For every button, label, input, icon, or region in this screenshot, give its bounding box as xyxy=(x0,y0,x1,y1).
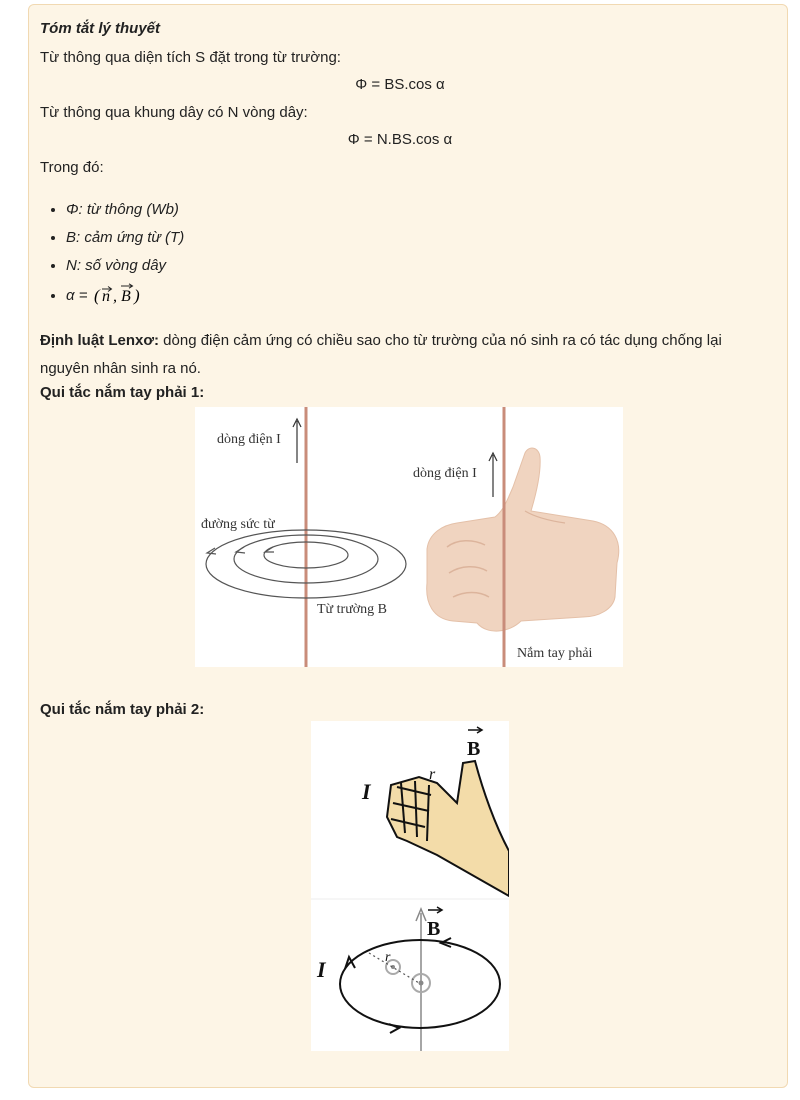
rule2-heading: Qui tắc nắm tay phải 2: xyxy=(40,701,205,718)
label-grip: Nắm tay phải xyxy=(517,646,593,661)
where-text: Trong đó: xyxy=(40,159,104,176)
svg-text:): ) xyxy=(133,286,140,305)
label-current-right: dòng điện I xyxy=(413,466,477,481)
lenz-text: dòng điện cảm ứng có chiều sao cho từ trường của nó sinh ra có tác dụng chống lại nguyên nhân sinh ra nó. xyxy=(40,332,722,377)
lenz-law xyxy=(40,327,760,383)
rule2-figure xyxy=(311,721,509,1051)
label-b-top: B xyxy=(467,738,481,760)
label-r-bottom: r xyxy=(385,950,391,965)
flux-coil-text: Từ thông qua khung dây có N vòng dây: xyxy=(40,104,308,121)
label-field-lines: đường sức từ xyxy=(201,517,275,532)
flux-coil-formula: Φ = N.BS.cos α xyxy=(347,131,453,148)
svg-text:(: ( xyxy=(93,286,100,305)
label-current-left: dòng điện I xyxy=(217,432,281,447)
list-item: • B: cảm ứng từ (T) xyxy=(66,227,184,255)
label-i-top: I xyxy=(362,779,371,804)
label-i-bottom: I xyxy=(317,957,326,982)
svg-text:B: B xyxy=(120,288,131,305)
rule1-heading: Qui tắc nắm tay phải 1: xyxy=(40,384,205,401)
angle-n-b-formula xyxy=(92,283,158,307)
symbol-list xyxy=(40,199,184,311)
rule1-figure xyxy=(195,407,623,667)
alpha-definition: α = xyxy=(66,287,92,304)
flux-formula: Φ = BS.cos α xyxy=(355,76,445,93)
label-b-bottom: B xyxy=(427,918,441,940)
list-item xyxy=(66,283,184,311)
list-item: • Φ: từ thông (Wb) xyxy=(66,199,184,227)
list-item: • N: số vòng dây xyxy=(66,255,184,283)
section-title: Tóm tắt lý thuyết xyxy=(40,20,161,37)
label-field-b: Từ trường B xyxy=(317,602,388,617)
svg-text:n: n xyxy=(101,288,110,305)
flux-area-text: Từ thông qua diện tích S đặt trong từ trường: xyxy=(40,49,341,66)
label-r-top: r xyxy=(429,766,436,783)
svg-text:,: , xyxy=(112,288,117,305)
lenz-label: Định luật Lenxơ: xyxy=(40,332,159,349)
